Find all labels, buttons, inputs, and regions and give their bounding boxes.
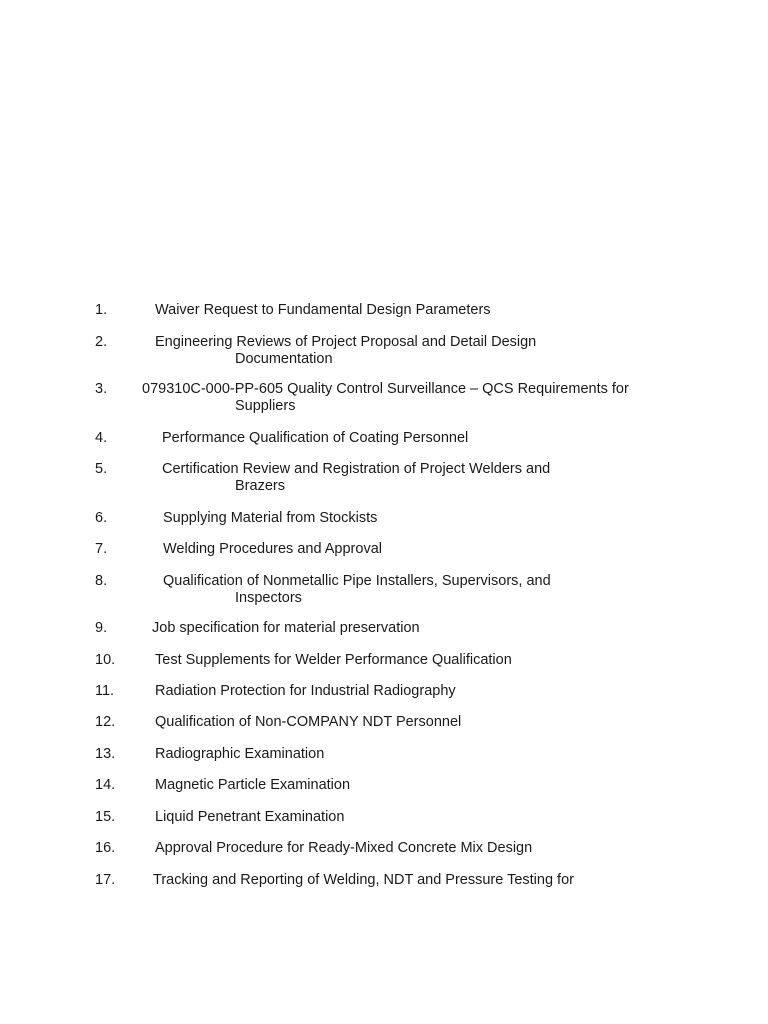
item-title: 079310C-000-PP-605 Quality Control Surveillance – QCS Requirements for [142, 381, 629, 397]
item-number: 14. [95, 777, 116, 793]
item-title-continuation: Inspectors [235, 590, 302, 606]
item-number: 17. [95, 872, 116, 888]
item-number: 16. [95, 840, 116, 856]
item-number: 13. [95, 746, 116, 762]
item-title: Radiation Protection for Industrial Radiography [155, 683, 456, 699]
item-title-continuation: Suppliers [235, 398, 296, 414]
item-number: 9. [95, 620, 108, 636]
item-title: Radiographic Examination [155, 746, 325, 762]
item-number: 3. [95, 381, 108, 397]
item-number: 8. [95, 573, 108, 589]
item-number: 6. [95, 510, 108, 526]
item-number: 1. [95, 302, 108, 318]
item-title: Job specification for material preservation [152, 620, 420, 636]
item-title-continuation: Documentation [235, 351, 333, 367]
item-title: Certification Review and Registration of Project Welders and [162, 461, 551, 477]
item-number: 2. [95, 334, 108, 350]
item-title: Liquid Penetrant Examination [155, 809, 345, 825]
item-title: Qualification of Non-COMPANY NDT Personnel [155, 714, 462, 730]
item-title: Performance Qualification of Coating Personnel [162, 430, 469, 446]
item-number: 10. [95, 652, 116, 668]
item-title-continuation: Brazers [235, 478, 285, 494]
item-title: Magnetic Particle Examination [155, 777, 351, 793]
item-title: Engineering Reviews of Project Proposal and Detail Design [155, 334, 537, 350]
item-number: 11. [95, 683, 115, 699]
item-title: Qualification of Nonmetallic Pipe Installers, Supervisors, and [163, 573, 551, 589]
item-number: 12. [95, 714, 116, 730]
item-number: 4. [95, 430, 108, 446]
item-title: Tracking and Reporting of Welding, NDT and Pressure Testing for [153, 872, 574, 888]
item-title: Test Supplements for Welder Performance Qualification [155, 652, 512, 668]
item-title: Approval Procedure for Ready-Mixed Concrete Mix Design [155, 840, 533, 856]
item-title: Welding Procedures and Approval [163, 541, 382, 557]
item-number: 15. [95, 809, 116, 825]
item-number: 7. [95, 541, 108, 557]
item-title: Waiver Request to Fundamental Design Parameters [155, 302, 491, 318]
item-title: Supplying Material from Stockists [163, 510, 378, 526]
item-number: 5. [95, 461, 108, 477]
